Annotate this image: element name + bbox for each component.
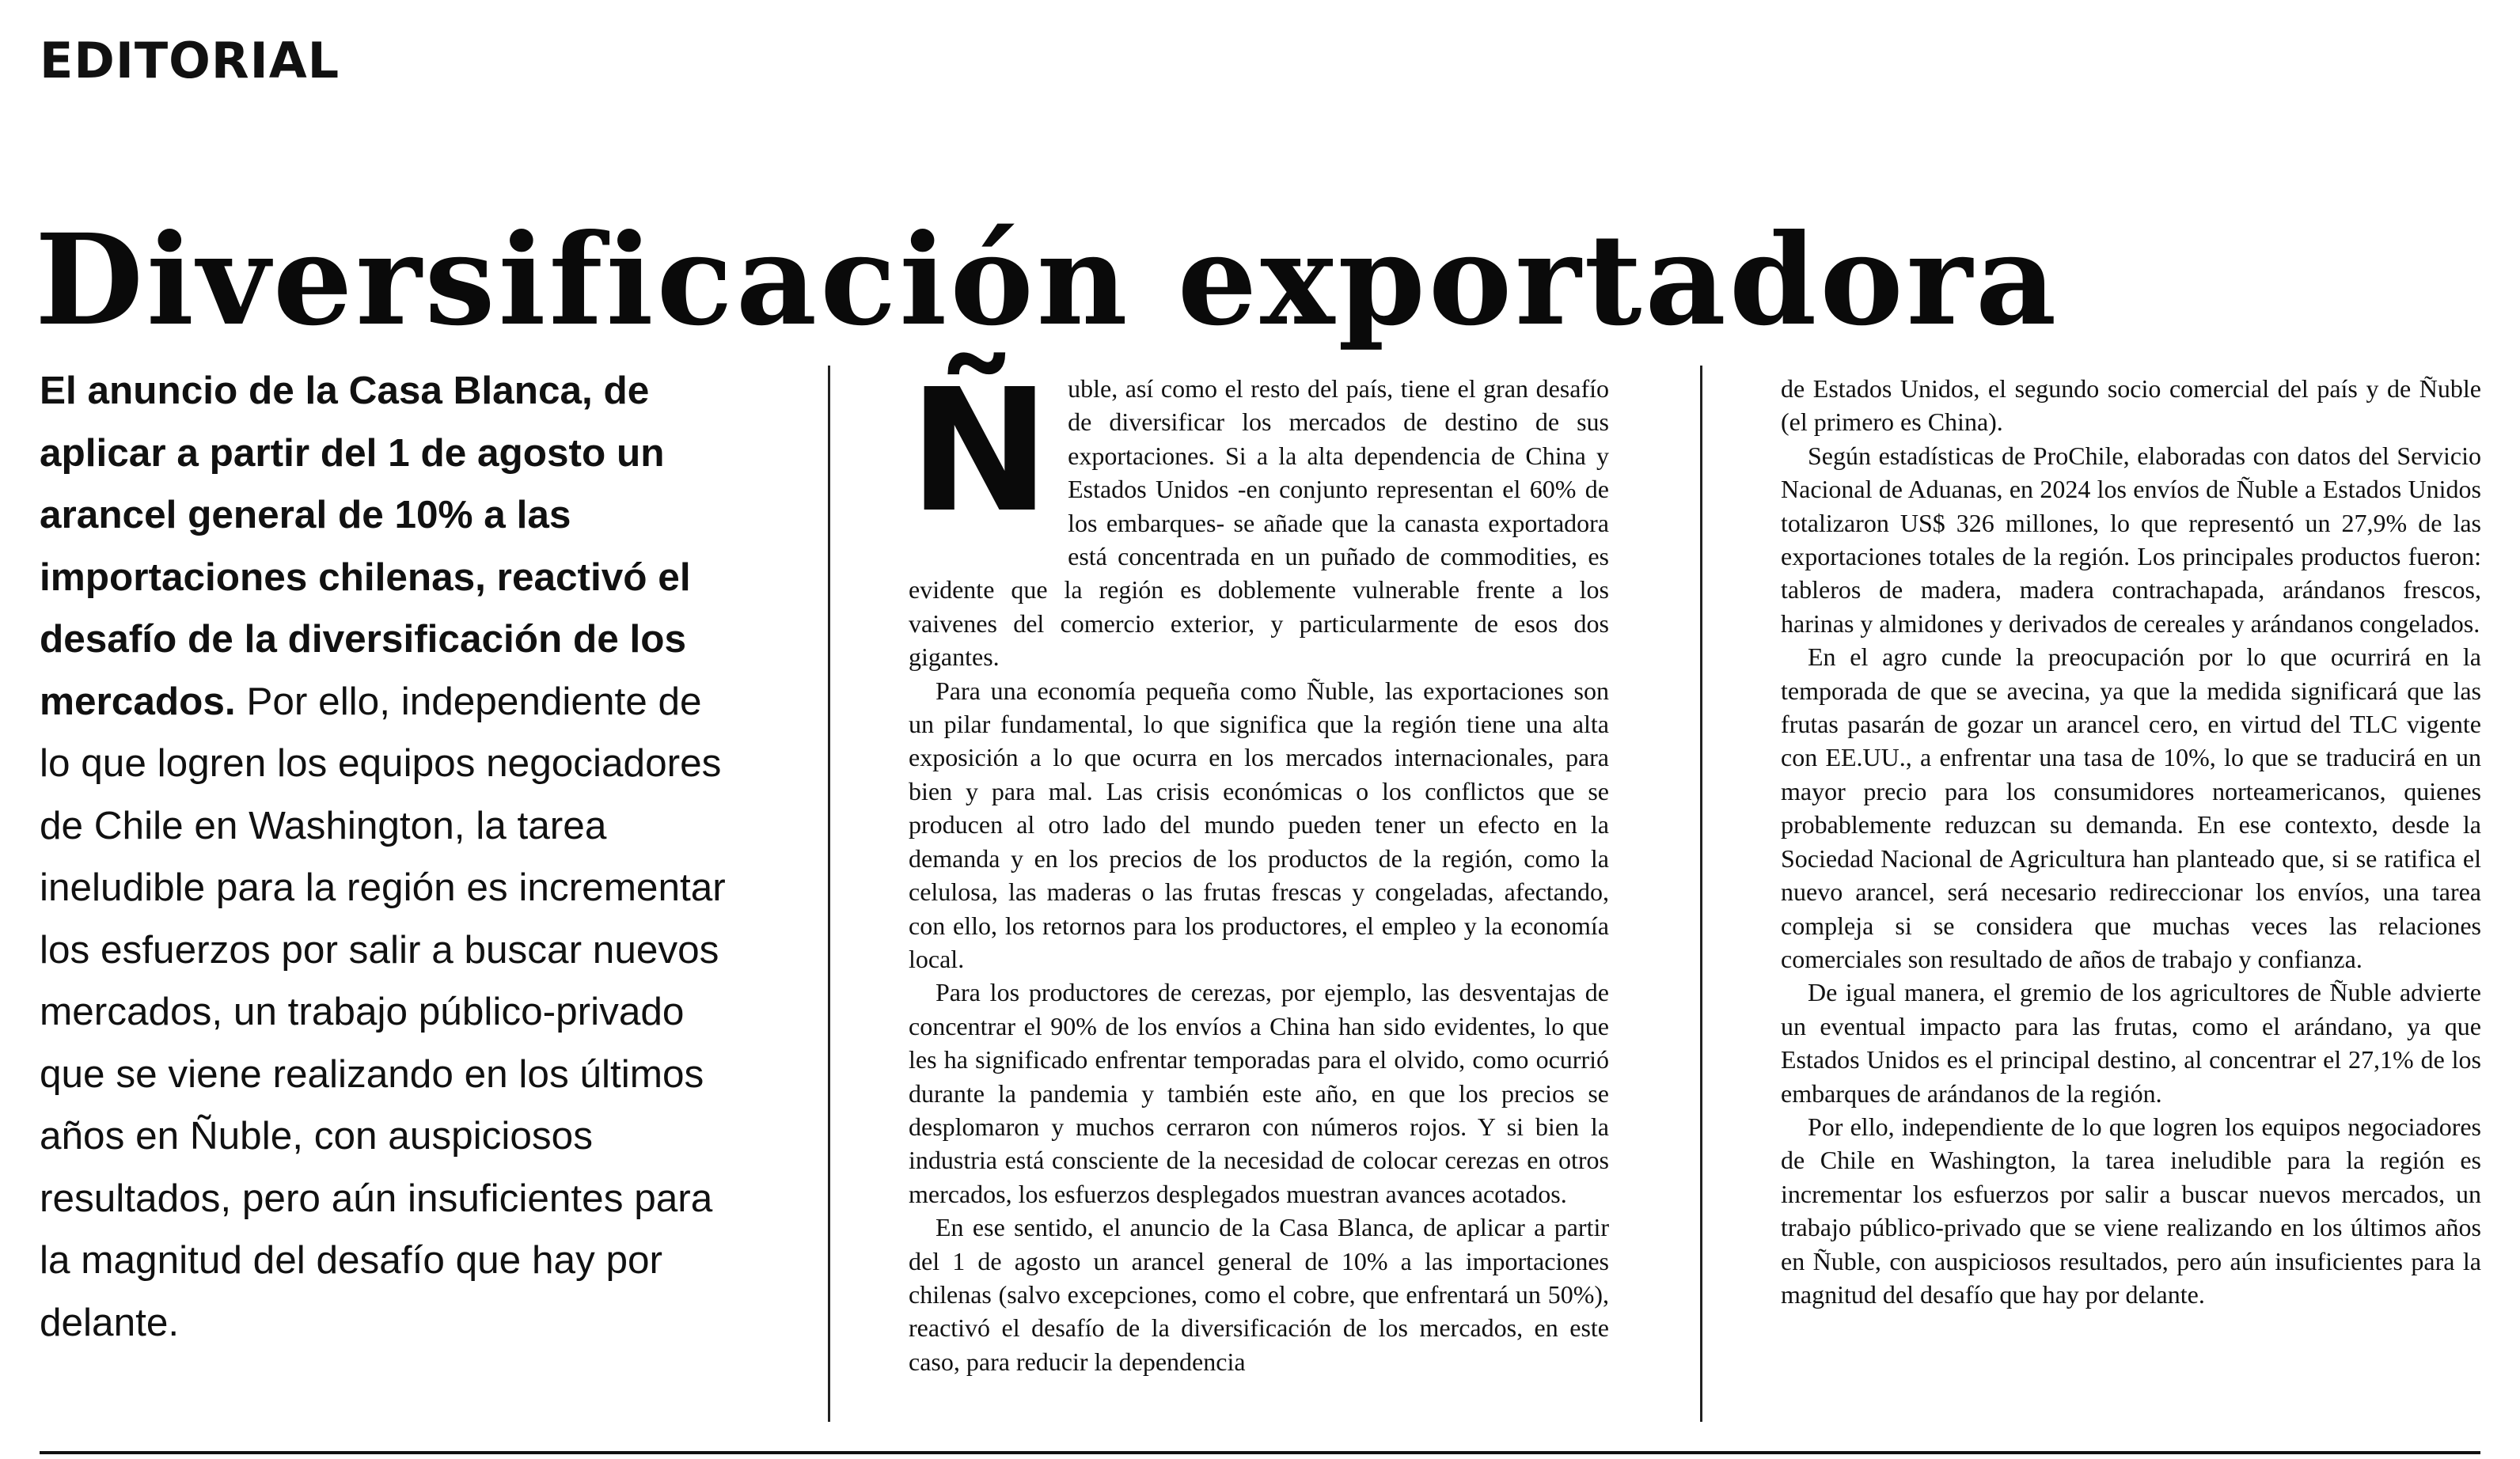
body-paragraph: En ese sentido, el anuncio de la Casa Blanca, de aplicar a partir del 1 de agosto un arancel general de 10% a las importaciones chilenas (salvo excepciones, como el cobre, que enfrentará un 50%), reactivó el desafío de la diversificación de los mercados, en este caso, para reducir la dependencia	[909, 1213, 1609, 1376]
body-column-middle	[909, 353, 1609, 1378]
body-paragraph: Para una economía pequeña como Ñuble, las exportaciones son un pilar fundamental, lo que significa que la región tiene una alta exposición a lo que ocurra en los mercados internacionales, para bien y para mal. Las crisis económicas o los conflictos que se producen al otro lado del mundo pueden tener un efecto en la demanda y en los precios de los productos de la región, como la celulosa, las maderas o las frutas frescas y congeladas, afectando, con ello, los retornos para los productores, el empleo y la economía local.	[909, 676, 1609, 973]
body-paragraph: Para los productores de cerezas, por ejemplo, las desventajas de concentrar el 90% de los envíos a China han sido evidentes, lo que les ha significado enfrentar temporadas para el olvido, como ocurrió durante la pandemia y también este año, en que los precios se desplomaron y muchos cerraron con números rojos. Y si bien la industria está consciente de la necesidad de colocar cerezas en otros mercados, los esfuerzos desplegados muestran avances acotados.	[909, 978, 1609, 1208]
paragraph-text: uble, así como el resto del país, tiene el gran desafío de diversificar los mercados de destino de sus exportaciones. Si a la alta dependencia de China y Estados Unidos -en conjunto representan el 60% de los embarques- se añade que la canasta exportadora está concentrada en un puñado de commodities, es evidente que la región es doblemente vulnerable frente a los vaivenes del comercio exterior, y particularmente de esos dos gigantes.	[909, 374, 1609, 672]
lead-paragraph	[40, 360, 736, 1354]
section-label: EDITORIAL	[40, 32, 340, 89]
lead-bold-text: El anuncio de la Casa Blanca, de aplicar a partir del 1 de agosto un arancel general de 10% a las importaciones chilenas, reactivó el desafío de la diversificación de los mercados.	[40, 369, 691, 723]
column-divider-right	[1700, 366, 1702, 1422]
body-paragraph: Por ello, independiente de lo que logren los equipos negociadores de Chile en Washington, la tarea ineludible para la región es incrementar los esfuerzos por salir a buscar nuevos mercados, un trabajo público-privado que se viene realizando en los últimos años en Ñuble, con auspiciosos resultados, pero aún insuficientes para la magnitud del desafío que hay por delante.	[1781, 1112, 2481, 1309]
body-paragraph: Según estadísticas de ProChile, elaboradas con datos del Servicio Nacional de Aduanas, en 2024 los envíos de Ñuble a Estados Unidos totalizaron US$ 326 millones, lo que representó un 27,9% de las exportaciones totales de la región. Los principales productos fueron: tableros de madera, madera contrachapada, arándanos frescos, harinas y almidones y derivados de cereales y arándanos congelados.	[1781, 441, 2481, 638]
drop-cap: Ñ	[909, 353, 1051, 550]
bottom-rule	[40, 1451, 2480, 1454]
body-column-right	[1781, 372, 2481, 1311]
body-paragraph: de Estados Unidos, el segundo socio comercial del país y de Ñuble (el primero es China).	[1781, 374, 2481, 437]
lead-regular-text: Por ello, independiente de lo que logren los equipos negociadores de Chile en Washington, la tarea ineludible para la región es incrementar los esfuerzos por salir a buscar nuevos mercados, un trabajo público-privado que se viene realizando en los últimos años en Ñuble, con auspiciosos resultados, pero aún insuficientes para la magnitud del desafío que hay por delante.	[40, 679, 726, 1344]
column-divider-left	[828, 366, 830, 1422]
body-paragraph: De igual manera, el gremio de los agricultores de Ñuble advierte un eventual impacto para las frutas, como el arándano, ya que Estados Unidos es el principal destino, al concentrar el 27,1% de los embarques de arándanos de la región.	[1781, 978, 2481, 1108]
body-paragraph	[909, 353, 1609, 674]
article-title: Diversificación exportadora	[35, 207, 2060, 354]
body-paragraph: En el agro cunde la preocupación por lo que ocurrirá en la temporada de que se avecina, ya que la medida significará que las frutas pasarán de gozar un arancel cero, en virtud del TLC vigente con EE.UU., a enfrentar una tasa de 10%, lo que se traducirá en un mayor precio para los consumidores norteamericanos, quienes probablemente reduzcan su demanda. En ese contexto, desde la Sociedad Nacional de Agricultura han planteado que, si se ratifica el nuevo arancel, será necesario redireccionar los envíos, una tarea compleja si se considera que muchas veces las relaciones comerciales son resultado de años de trabajo y confianza.	[1781, 642, 2481, 973]
